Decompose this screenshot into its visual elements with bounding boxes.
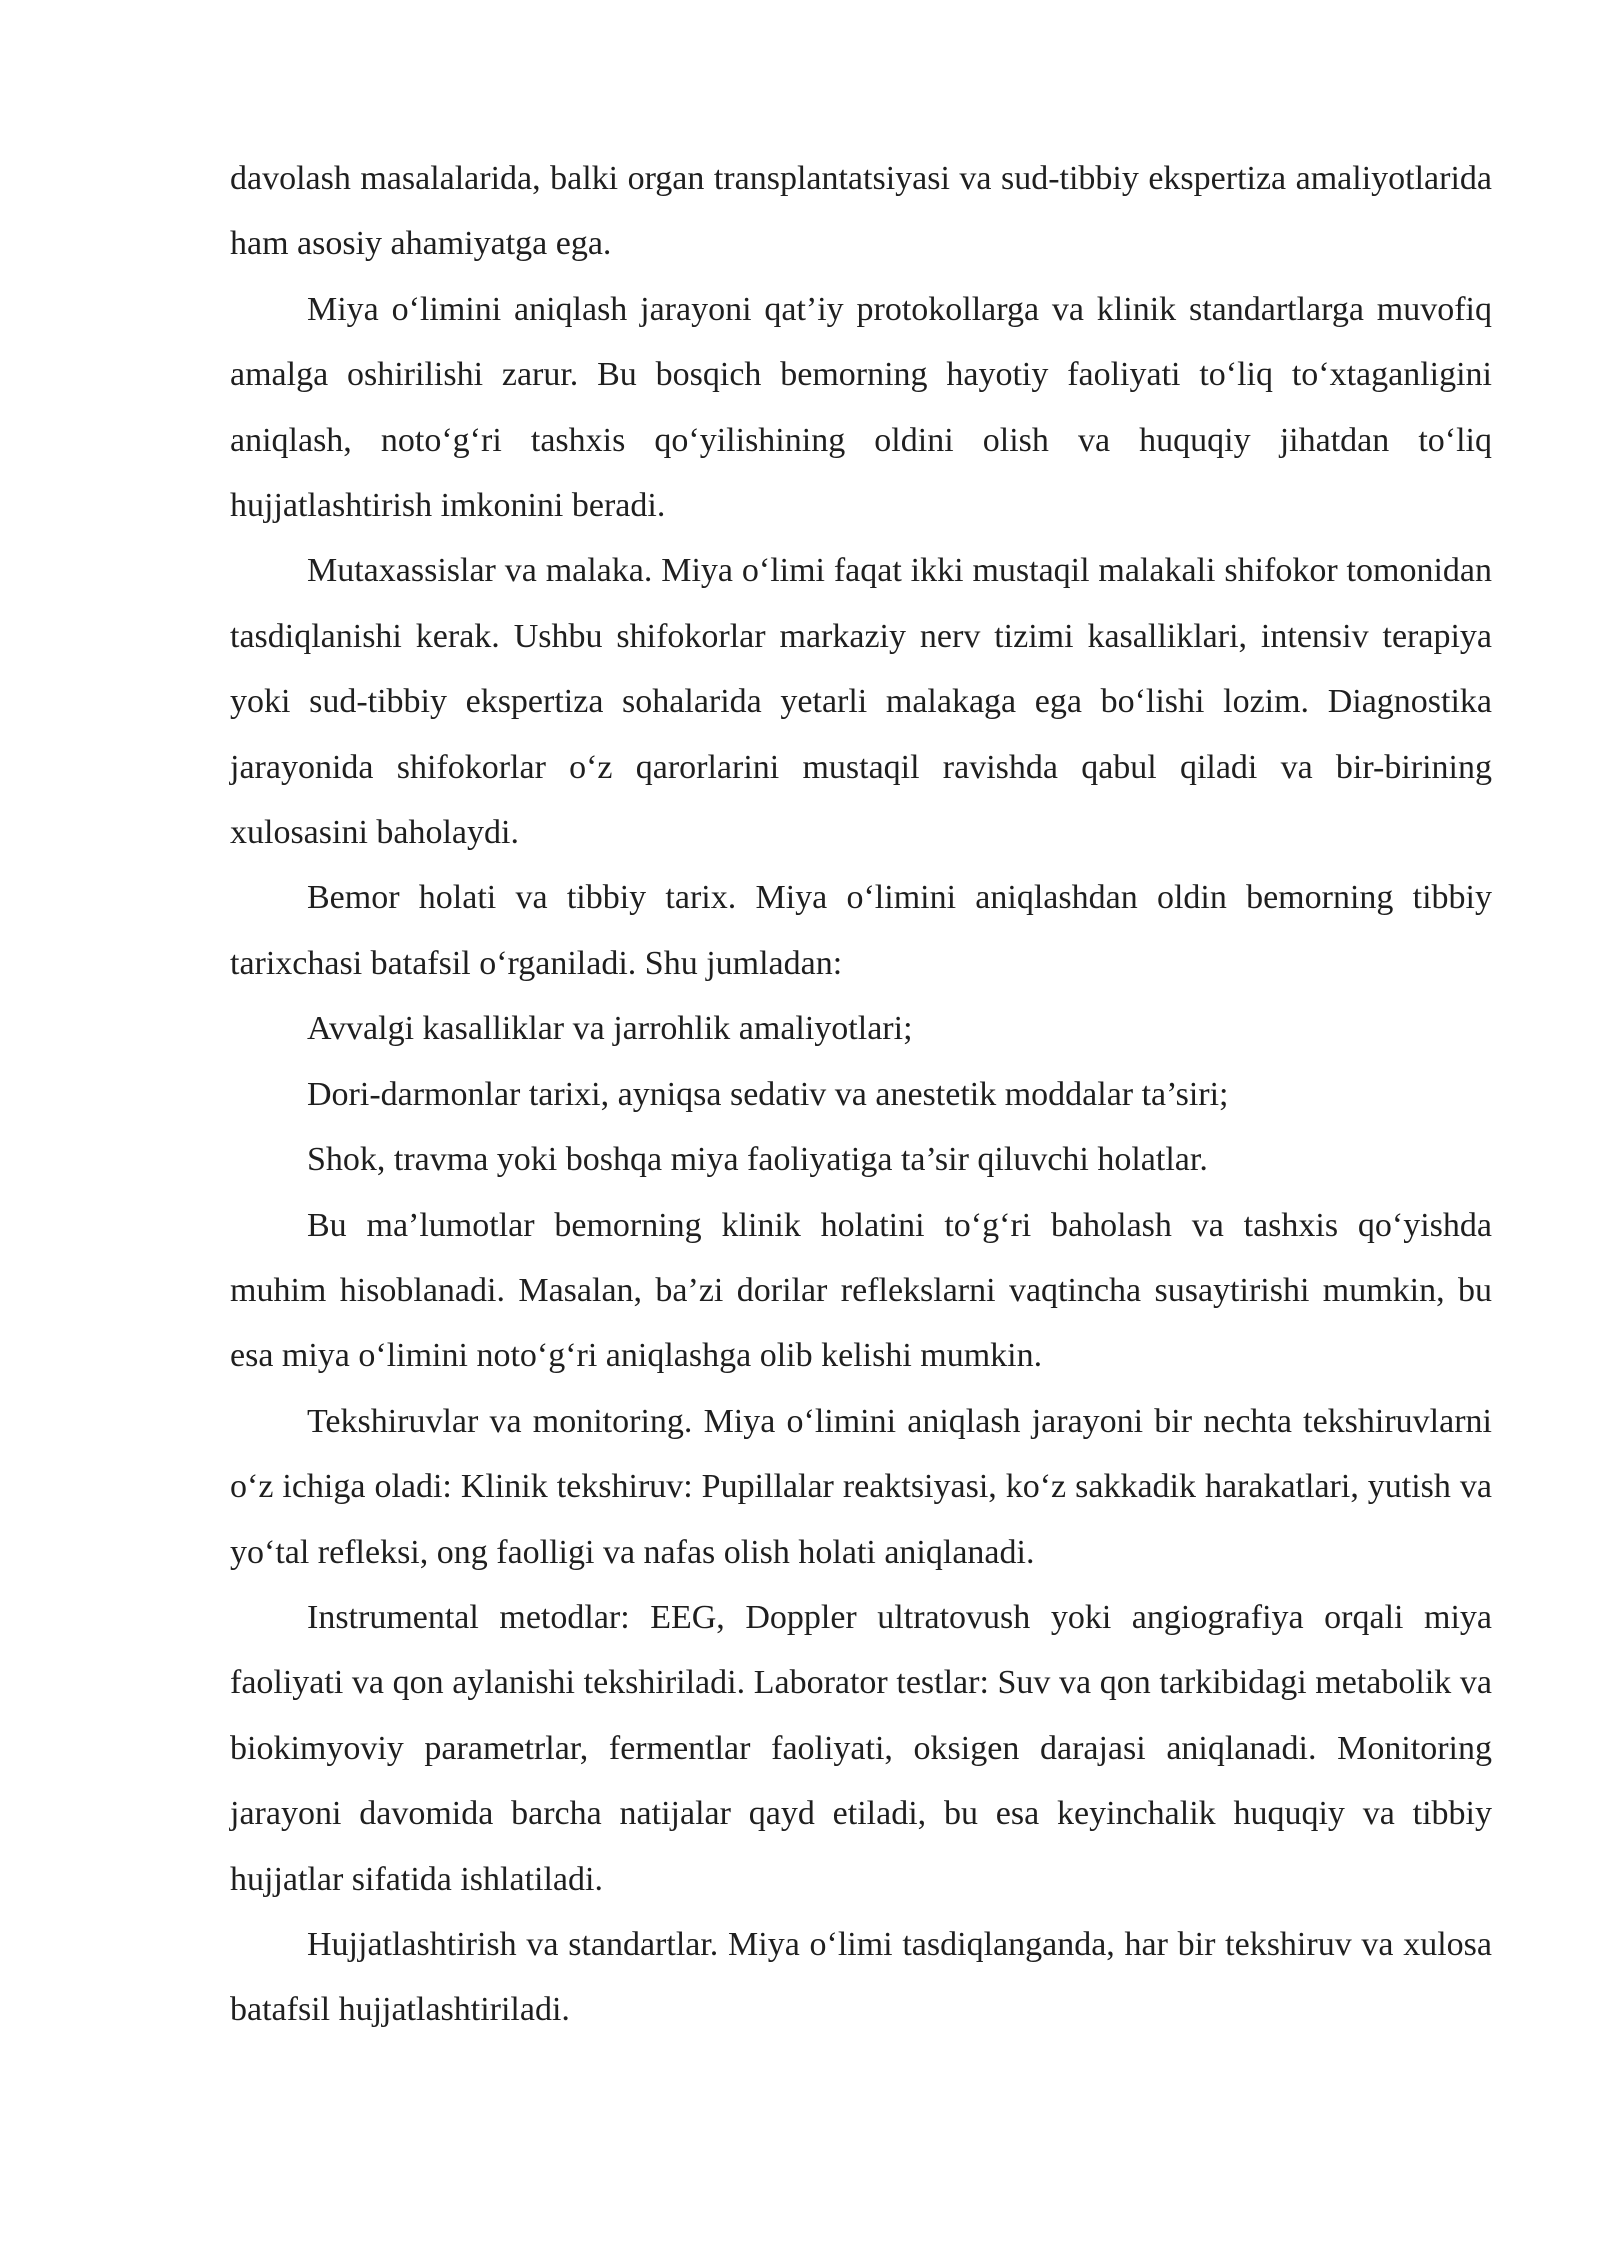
list-item-medication-history: Dori-darmonlar tarixi, ayniqsa sedativ va anestetik moddalar ta’siri; — [307, 1075, 1229, 1113]
paragraph-importance: Bu ma’lumotlar bemorning klinik holatini to‘g‘ri baholash va tashxis qo‘yishda muhim hisoblanadi. Masalan, ba’zi dorilar reflekslarni vaqtincha susaytirishi mumkin, bu esa miya o‘limini noto‘g‘ri aniqlashga olib kelishi mumkin. — [230, 1206, 1492, 1375]
paragraph-examinations: Tekshiruvlar va monitoring. Miya o‘limini aniqlash jarayoni bir nechta tekshiruvlarni o‘z ichiga oladi: Klinik tekshiruv: Pupillalar reaktsiyasi, ko‘z sakkadik harakatlari, yutish va yo‘tal refleksi, ong faolligi va nafas olish holati aniqlanadi. — [230, 1402, 1492, 1571]
paragraph-documentation: Hujjatlashtirish va standartlar. Miya o‘limi tasdiqlanganda, har bir tekshiruv va xulosa batafsil hujjatlashtiriladi. — [230, 1925, 1492, 2029]
list-item-previous-diseases: Avvalgi kasalliklar va jarrohlik amaliyotlari; — [307, 1010, 913, 1048]
paragraph-patient-history: Bemor holati va tibbiy tarix. Miya o‘limini aniqlashdan oldin bemorning tibbiy tarixchasi batafsil o‘rganiladi. Shu jumladan: — [230, 879, 1492, 982]
list-item-shock-trauma: Shok, travma yoki boshqa miya faoliyatiga ta’sir qiluvchi holatlar. — [307, 1141, 1208, 1179]
paragraph-instrumental-methods: Instrumental metodlar: EEG, Doppler ultratovush yoki angiografiya orqali miya faoliyati va qon aylanishi tekshiriladi. Laborator testlar: Suv va qon tarkibidagi metabolik va biokimyoviy parametrlar, fermentlar faoliyati, oksigen darajasi aniqlanadi. Monitoring jarayoni davomida barcha natijalar qayd etiladi, bu esa keyinchalik huquqiy va tibbiy hujjatlar sifatida ishlatiladi. — [230, 1598, 1492, 1898]
paragraph-specialists: Mutaxassislar va malaka. Miya o‘limi faqat ikki mustaqil malakali shifokor tomonidan tasdiqlanishi kerak. Ushbu shifokorlar markaziy nerv tizimi kasalliklari, intensiv terapiya yoki sud-tibbiy ekspertiza sohalarida yetarli malakaga ega bo‘lishi lozim. Diagnostika jarayonida shifokorlar o‘z qarorlarini mustaqil ravishda qabul qiladi va bir-birining xulosasini baholaydi. — [230, 552, 1492, 852]
paragraph-protocols: Miya o‘limini aniqlash jarayoni qat’iy protokollarga va klinik standartlarga muvofiq amalga oshirilishi zarur. Bu bosqich bemorning hayotiy faoliyati to‘liq to‘xtaganligini aniqlash, noto‘g‘ri tashxis qo‘yilishining oldini olish va huquqiy jihatdan to‘liq hujjatlashtirish imkonini beradi. — [230, 290, 1492, 525]
paragraph-continuation: davolash masalalarida, balki organ transplantatsiyasi va sud-tibbiy ekspertiza amaliyotlarida ham asosiy ahamiyatga ega. — [230, 160, 1492, 263]
document-page — [230, 146, 1492, 2043]
